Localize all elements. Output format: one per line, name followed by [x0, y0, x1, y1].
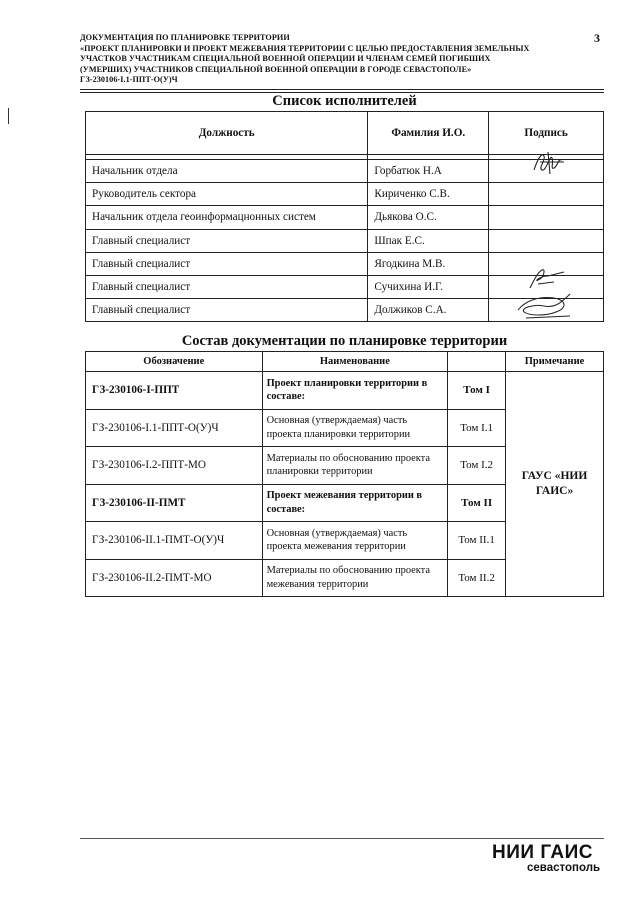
company-logo-subtitle: севастополь [527, 862, 601, 874]
docs-table-header [86, 352, 604, 372]
staff-table-title: Список исполнителей [272, 93, 417, 109]
position-cell: Начальник отдела [86, 160, 368, 183]
document-header [80, 33, 580, 86]
volume-cell: Том I.1 [448, 409, 506, 447]
code-cell: ГЗ-230106-I.2-ППТ-МО [86, 447, 263, 485]
name-cell: Сучихина И.Г. [368, 275, 489, 298]
column-header: Примечание [506, 352, 604, 372]
footer-rule [80, 838, 604, 839]
name-cell: Проект межевания территории в составе: [262, 484, 448, 522]
signature-gorbatyuk [528, 148, 570, 178]
table-row [86, 229, 604, 252]
volume-cell: Том II [448, 484, 506, 522]
header-line: ДОКУМЕНТАЦИЯ ПО ПЛАНИРОВКЕ ТЕРРИТОРИИ [80, 33, 290, 42]
name-cell: Материалы по обоснованию проекта межевания территории [262, 559, 448, 597]
name-cell: Горбатюк Н.А [368, 160, 489, 183]
signature-dolzhikov [510, 286, 582, 324]
volume-cell: Том I [448, 372, 506, 410]
code-cell: ГЗ-230106-I.1-ППТ-О(У)Ч [86, 409, 263, 447]
column-header: Обозначение [86, 352, 263, 372]
company-logo: НИИ ГАИС [492, 842, 593, 863]
header-line: «ПРОЕКТ ПЛАНИРОВКИ И ПРОЕКТ МЕЖЕВАНИЯ ТЕРРИТОРИИ С ЦЕЛЬЮ ПРЕДОСТАВЛЕНИЯ ЗЕМЕЛЬНЫХ [80, 43, 530, 53]
volume-cell: Том I.2 [448, 447, 506, 485]
code-cell: ГЗ-230106-I-ППТ [86, 372, 263, 410]
header-line: (УМЕРШИХ) УЧАСТНИКОВ СПЕЦИАЛЬНОЙ ВОЕННОЙ ОПЕРАЦИИ В ГОРОДЕ СЕВАСТОПОЛЕ» [80, 64, 472, 74]
header-line: УЧАСТКОВ УЧАСТНИКАМ СПЕЦИАЛЬНОЙ ВОЕННОЙ ОПЕРАЦИИ И ЧЛЕНАМ СЕМЕЙ ПОГИБШИХ [80, 54, 491, 64]
volume-cell: Том II.1 [448, 522, 506, 560]
header-code: ГЗ-230106-I.1-ППТ-О(У)Ч [80, 75, 178, 85]
column-header: Наименование [262, 352, 448, 372]
docs-table-title: Состав документации по планировке территории [181, 333, 508, 349]
name-cell: Материалы по обоснованию проекта планировки территории [262, 447, 448, 485]
table-row [86, 160, 604, 183]
margin-mark [8, 108, 9, 124]
table-row [86, 206, 604, 229]
position-cell: Главный специалист [86, 229, 368, 252]
volume-cell: Том II.2 [448, 559, 506, 597]
name-cell: Основная (утверждаемая) часть проекта межевания территории [262, 522, 448, 560]
position-cell: Главный специалист [86, 275, 368, 298]
code-cell: ГЗ-230106-II-ПМТ [86, 484, 263, 522]
name-cell: Кириченко С.В. [368, 183, 489, 206]
position-cell: Начальник отдела геоинформацнонных систем [86, 206, 368, 229]
signature-cell [489, 183, 604, 206]
docs-table [85, 351, 604, 597]
name-cell: Проект планировки территории в составе: [262, 372, 448, 410]
name-cell: Ягодкина М.В. [368, 252, 489, 275]
page-number: 3 [594, 31, 600, 45]
note-cell: ГАУС «НИИ ГАИС» [506, 372, 604, 597]
staff-table-header [86, 112, 604, 155]
header-rule [80, 89, 604, 90]
table-row [86, 372, 604, 410]
name-cell: Основная (утверждаемая) часть проекта планировки территории [262, 409, 448, 447]
table-row [86, 183, 604, 206]
column-header: Должность [86, 112, 368, 155]
name-cell: Должиков С.А. [368, 299, 489, 322]
column-header [448, 352, 506, 372]
code-cell: ГЗ-230106-II.1-ПМТ-О(У)Ч [86, 522, 263, 560]
code-cell: ГЗ-230106-II.2-ПМТ-МО [86, 559, 263, 597]
signature-cell [489, 206, 604, 229]
position-cell: Главный специалист [86, 252, 368, 275]
position-cell: Главный специалист [86, 299, 368, 322]
name-cell: Шпак Е.С. [368, 229, 489, 252]
position-cell: Руководитель сектора [86, 183, 368, 206]
column-header: Фамилия И.О. [368, 112, 489, 155]
signature-cell [489, 229, 604, 252]
column-header: Подпись [489, 112, 604, 155]
name-cell: Дьякова О.С. [368, 206, 489, 229]
